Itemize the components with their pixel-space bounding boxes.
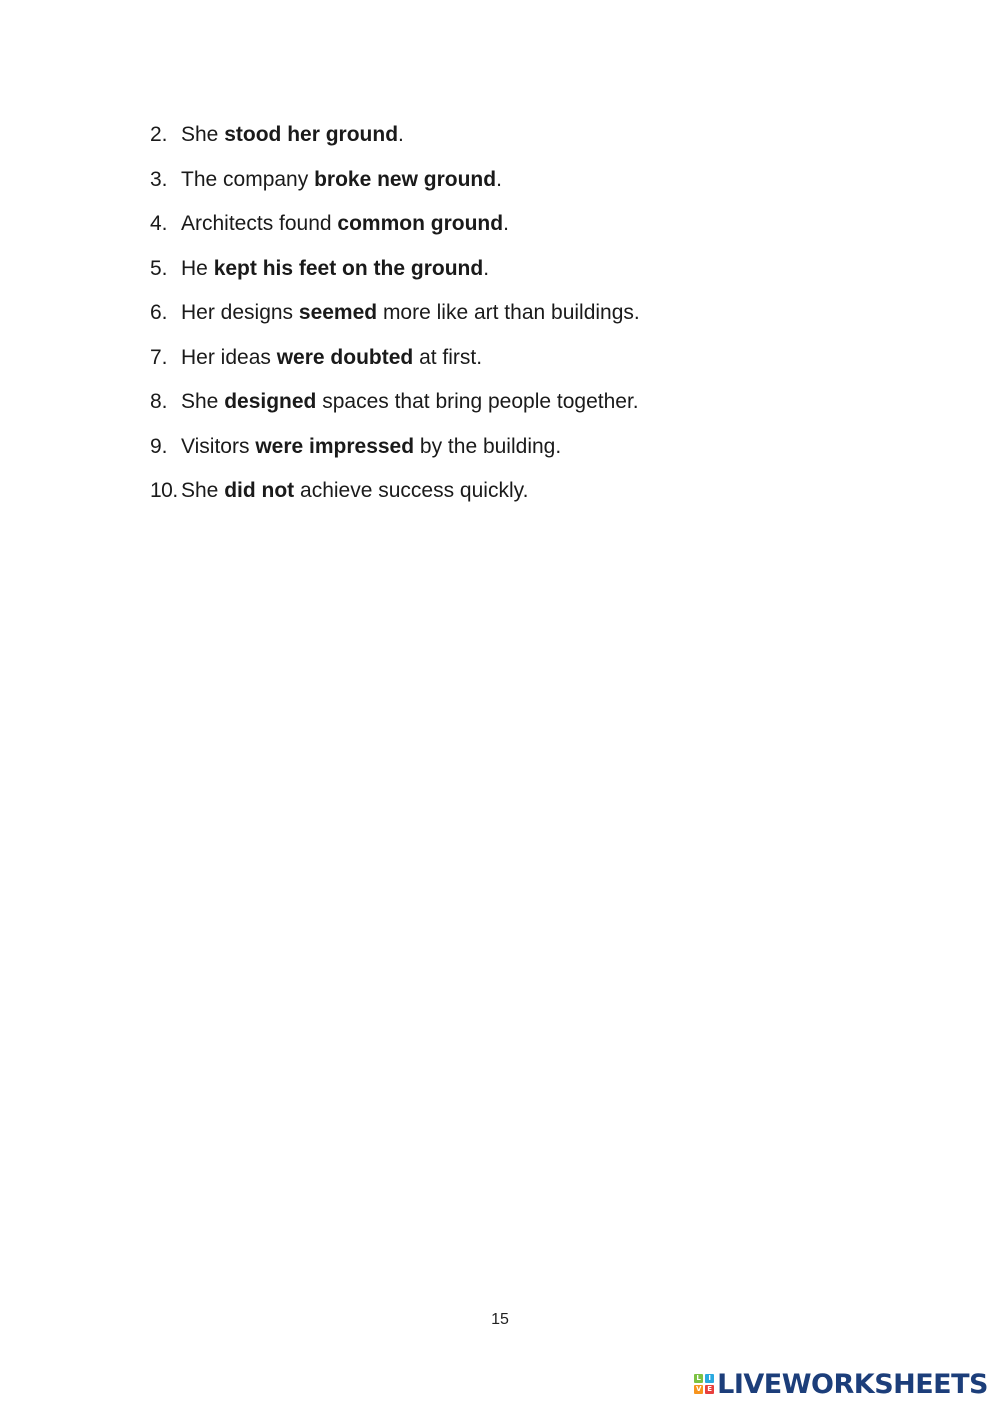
bold-phrase: were doubted <box>276 345 414 369</box>
sentence-text <box>181 474 528 508</box>
liveworksheets-logo-icon <box>694 1374 714 1394</box>
logo-square: L <box>694 1374 703 1383</box>
logo-square: E <box>705 1385 714 1394</box>
sentence-text <box>181 252 489 286</box>
list-item <box>150 296 850 341</box>
logo-square: V <box>695 1385 702 1393</box>
item-number: 5. <box>150 256 168 280</box>
list-item <box>150 341 850 386</box>
liveworksheets-logo[interactable] <box>694 1366 988 1402</box>
plain-text: Her ideas <box>181 345 277 369</box>
bold-phrase: kept his feet on the ground <box>213 256 484 280</box>
plain-text: She <box>181 123 225 146</box>
list-item <box>150 474 850 519</box>
plain-text: She <box>181 479 225 502</box>
item-number: 2. <box>150 123 168 146</box>
sentence-list <box>150 118 850 519</box>
plain-text: by the building. <box>414 434 562 458</box>
plain-text: . <box>503 212 509 235</box>
bold-phrase: were impressed <box>255 434 415 458</box>
list-item <box>150 252 850 297</box>
list-item <box>150 118 850 163</box>
plain-text: . <box>398 123 404 146</box>
item-number: 6. <box>150 301 168 324</box>
plain-text: spaces that bring people together. <box>316 390 639 413</box>
sentence-text <box>181 118 404 152</box>
list-item <box>150 430 850 475</box>
sentence-text <box>181 163 502 197</box>
sentence-text <box>181 296 640 330</box>
plain-text: Her designs <box>181 301 299 324</box>
item-number: 9. <box>150 434 168 458</box>
sentence-text <box>181 385 639 419</box>
item-number: 4. <box>150 212 168 235</box>
logo-square: I <box>705 1374 714 1383</box>
item-number: 10. <box>150 479 178 502</box>
plain-text: He <box>181 256 214 280</box>
plain-text: more like art than buildings. <box>377 301 640 324</box>
bold-phrase: did not <box>224 479 295 502</box>
page-number: 15 <box>491 1311 509 1328</box>
sentence-text <box>181 430 561 464</box>
sentence-text <box>181 341 482 375</box>
list-item <box>150 207 850 252</box>
plain-text: . <box>496 167 502 191</box>
bold-phrase: stood her ground <box>224 123 399 146</box>
plain-text: The company <box>181 167 315 191</box>
liveworksheets-logo-text: LIVEWORKSHEETS <box>717 1368 988 1400</box>
plain-text: at first. <box>413 345 483 369</box>
plain-text: Visitors <box>181 434 256 458</box>
plain-text: achieve success quickly. <box>294 479 529 502</box>
bold-phrase: designed <box>224 390 317 413</box>
bold-phrase: common ground <box>337 212 504 235</box>
sentence-text <box>181 207 509 241</box>
bold-phrase: seemed <box>298 301 378 324</box>
item-number: 8. <box>150 390 168 413</box>
plain-text: . <box>483 256 490 280</box>
plain-text: She <box>181 390 225 413</box>
list-item <box>150 163 850 208</box>
bold-phrase: broke new ground <box>314 167 497 191</box>
plain-text: Architects found <box>181 212 338 235</box>
item-number: 7. <box>150 345 168 369</box>
item-number: 3. <box>150 167 168 191</box>
list-item <box>150 385 850 430</box>
